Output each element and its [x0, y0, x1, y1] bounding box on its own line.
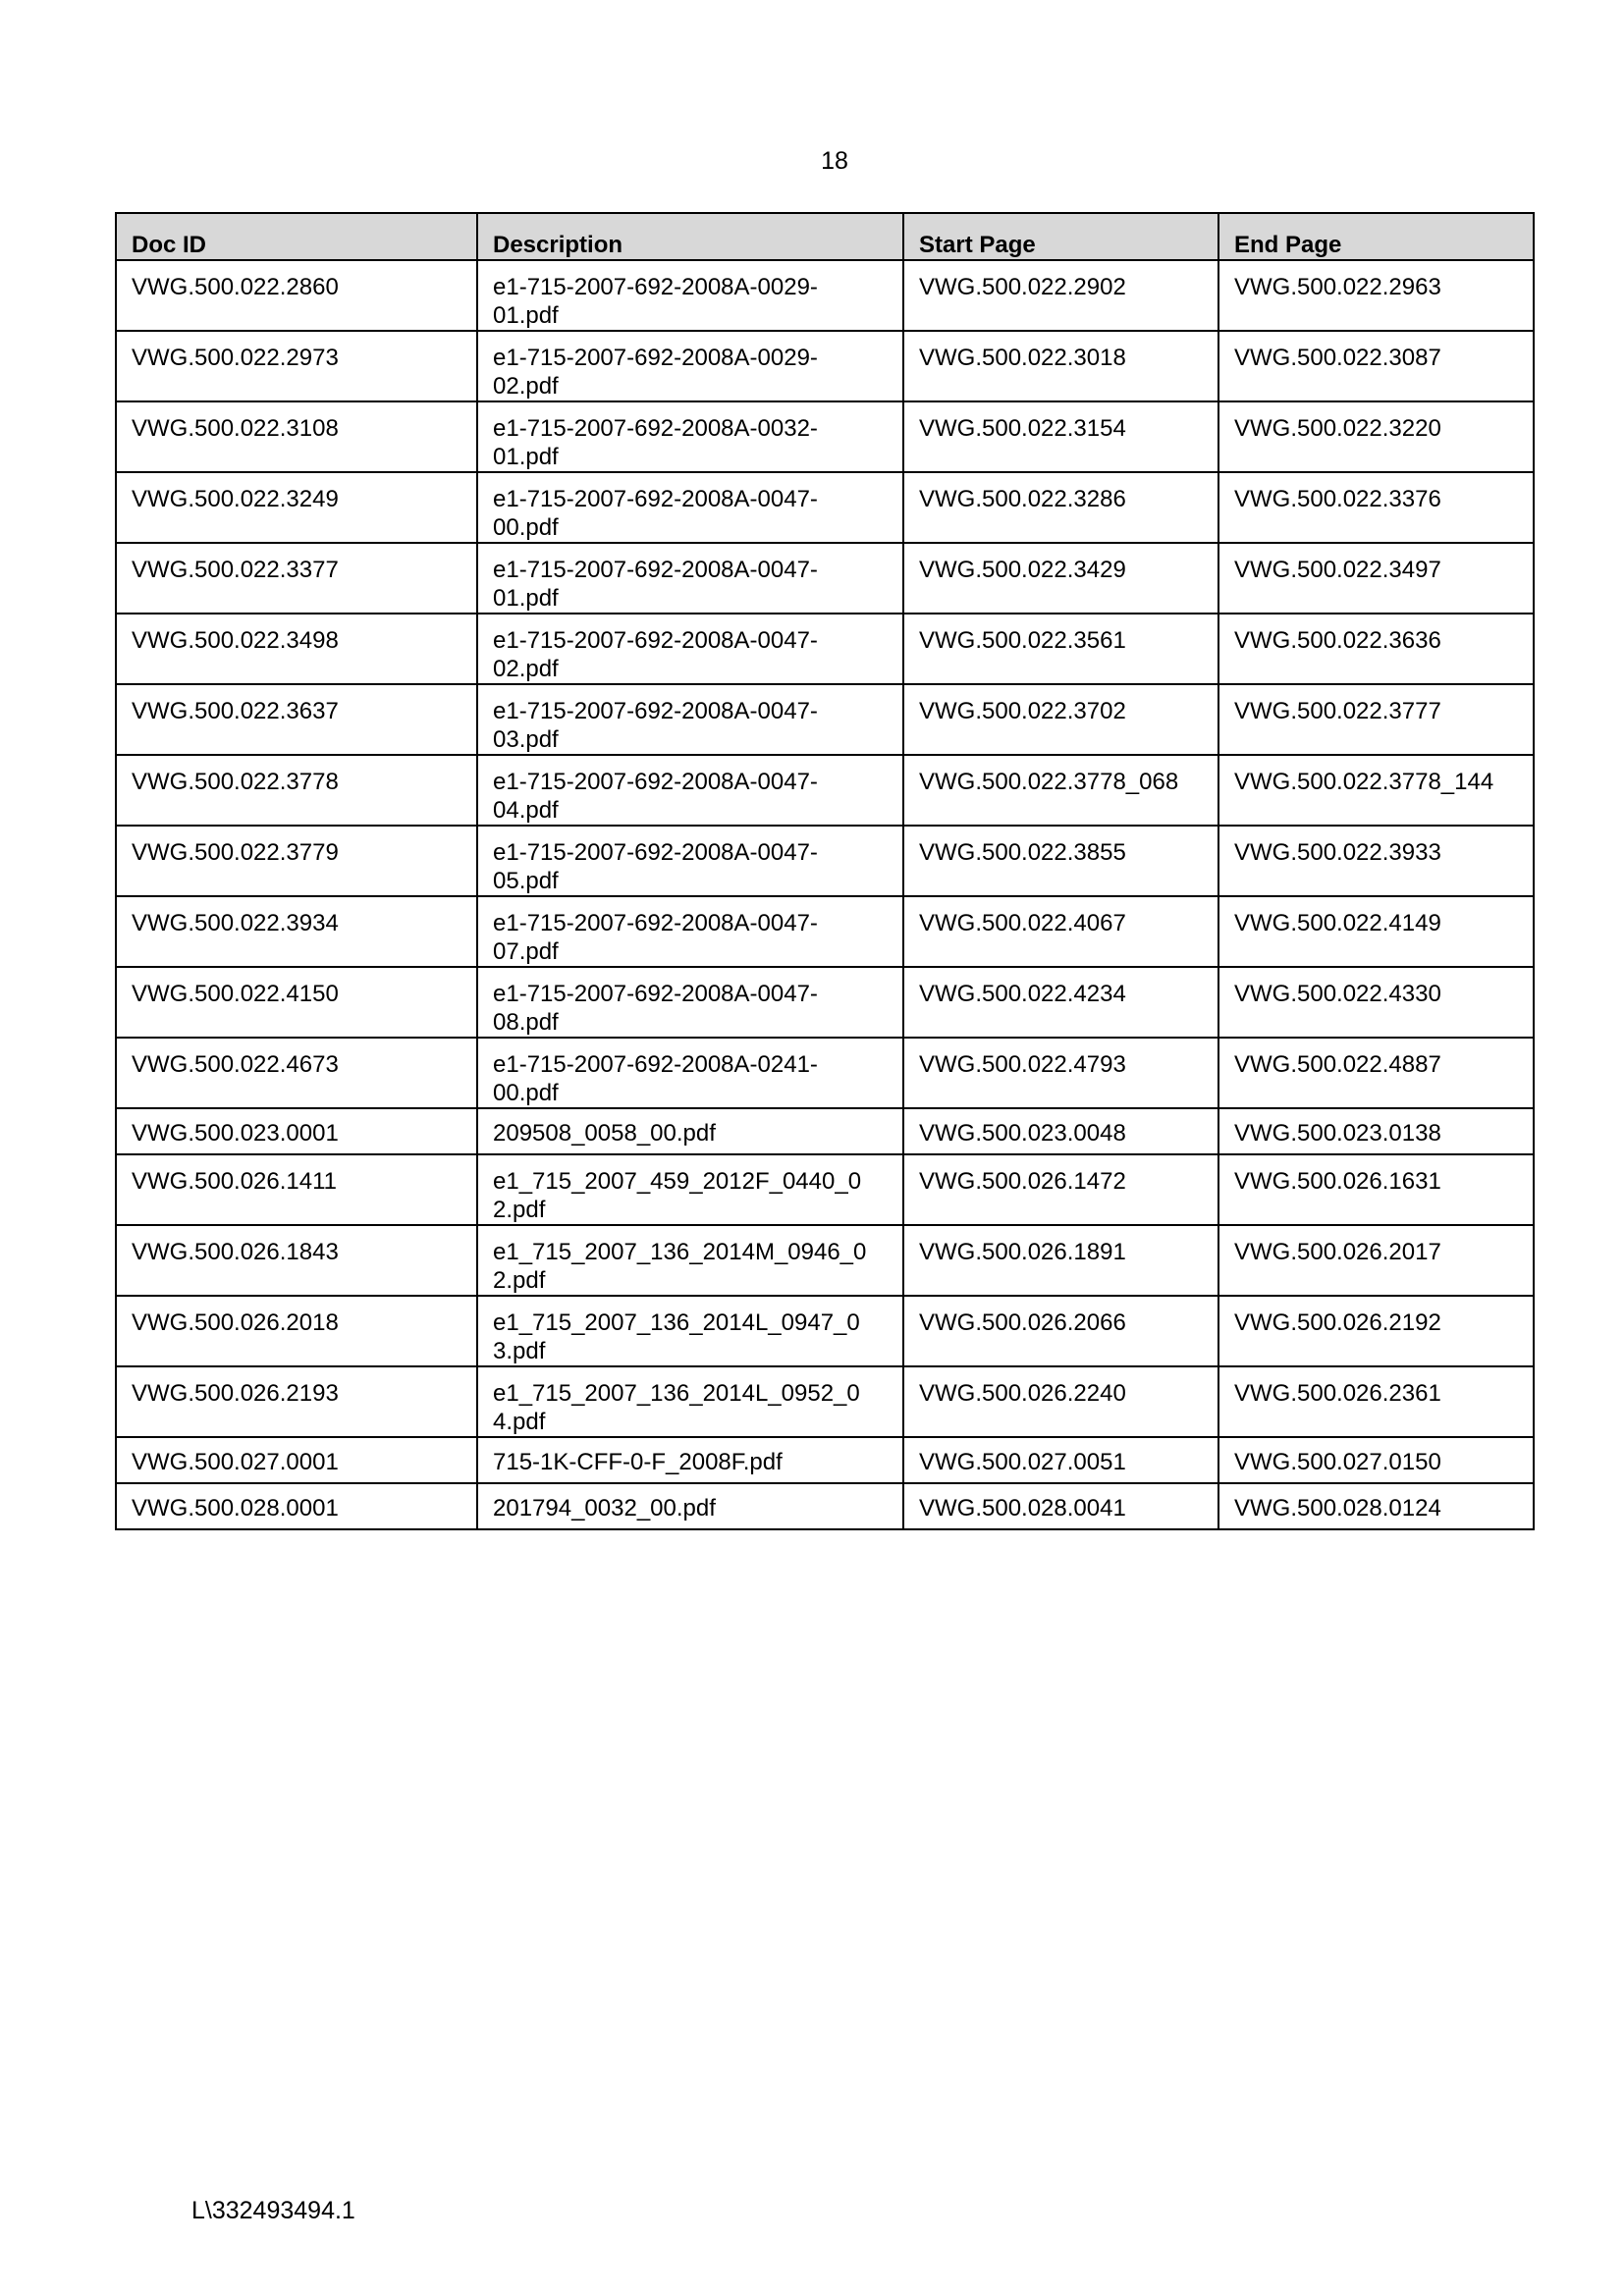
- table-row: [116, 472, 1534, 543]
- cell-start-page: VWG.500.026.1891: [903, 1225, 1218, 1296]
- header-end-page: End Page: [1218, 213, 1534, 260]
- cell-description: [477, 1154, 903, 1225]
- cell-description: [477, 1437, 903, 1483]
- cell-start-page: VWG.500.027.0051: [903, 1437, 1218, 1483]
- description-line: 08.pdf: [493, 1009, 559, 1036]
- cell-start-page: VWG.500.026.1472: [903, 1154, 1218, 1225]
- description-line: e1-715-2007-692-2008A-0241-: [493, 1051, 818, 1078]
- description-line: e1_715_2007_136_2014L_0947_0: [493, 1309, 860, 1336]
- table-row: [116, 1225, 1534, 1296]
- description-line: 4.pdf: [493, 1409, 546, 1435]
- table-body: [116, 260, 1534, 1529]
- table-row: [116, 1437, 1534, 1483]
- cell-description: [477, 1296, 903, 1366]
- document-reference: L\332493494.1: [191, 2197, 355, 2224]
- description-line: 715-1K-CFF-0-F_2008F.pdf: [493, 1449, 783, 1475]
- cell-doc-id: VWG.500.026.1411: [116, 1154, 477, 1225]
- cell-doc-id: VWG.500.026.2193: [116, 1366, 477, 1437]
- cell-end-page: VWG.500.022.3933: [1218, 826, 1534, 896]
- cell-doc-id: VWG.500.022.2973: [116, 331, 477, 401]
- description-line: 03.pdf: [493, 726, 559, 753]
- cell-description: [477, 331, 903, 401]
- cell-doc-id: VWG.500.026.1843: [116, 1225, 477, 1296]
- cell-end-page: VWG.500.022.3778_144: [1218, 755, 1534, 826]
- description-line: 05.pdf: [493, 868, 559, 894]
- cell-description: [477, 684, 903, 755]
- description-line: 209508_0058_00.pdf: [493, 1120, 716, 1147]
- cell-start-page: VWG.500.026.2240: [903, 1366, 1218, 1437]
- cell-description: [477, 260, 903, 331]
- description-line: 3.pdf: [493, 1338, 546, 1364]
- description-line: 00.pdf: [493, 1080, 559, 1106]
- page-number: 18: [821, 147, 848, 175]
- description-line: e1-715-2007-692-2008A-0029-: [493, 345, 818, 371]
- cell-start-page: VWG.500.023.0048: [903, 1108, 1218, 1154]
- table-row: [116, 896, 1534, 967]
- document-index-table: [115, 212, 1535, 1530]
- cell-doc-id: VWG.500.022.3498: [116, 614, 477, 684]
- description-line: e1-715-2007-692-2008A-0047-: [493, 698, 818, 724]
- cell-description: [477, 755, 903, 826]
- cell-start-page: VWG.500.022.2902: [903, 260, 1218, 331]
- cell-doc-id: VWG.500.022.4150: [116, 967, 477, 1038]
- table-row: [116, 1296, 1534, 1366]
- description-line: e1-715-2007-692-2008A-0047-: [493, 769, 818, 795]
- description-line: e1_715_2007_136_2014L_0952_0: [493, 1380, 860, 1407]
- description-line: e1-715-2007-692-2008A-0029-: [493, 274, 818, 300]
- cell-end-page: VWG.500.022.3636: [1218, 614, 1534, 684]
- cell-start-page: VWG.500.022.4067: [903, 896, 1218, 967]
- cell-end-page: VWG.500.026.2192: [1218, 1296, 1534, 1366]
- description-line: 00.pdf: [493, 514, 559, 541]
- cell-start-page: VWG.500.022.3561: [903, 614, 1218, 684]
- cell-end-page: VWG.500.026.2017: [1218, 1225, 1534, 1296]
- cell-doc-id: VWG.500.022.3637: [116, 684, 477, 755]
- cell-end-page: VWG.500.027.0150: [1218, 1437, 1534, 1483]
- description-line: 02.pdf: [493, 656, 559, 682]
- description-line: 04.pdf: [493, 797, 559, 824]
- table-row: [116, 1038, 1534, 1108]
- header-doc-id: Doc ID: [116, 213, 477, 260]
- cell-start-page: VWG.500.022.3286: [903, 472, 1218, 543]
- description-line: 02.pdf: [493, 373, 559, 400]
- table-row: [116, 331, 1534, 401]
- cell-doc-id: VWG.500.027.0001: [116, 1437, 477, 1483]
- table-row: [116, 1154, 1534, 1225]
- cell-description: [477, 472, 903, 543]
- description-line: 01.pdf: [493, 302, 559, 329]
- cell-description: [477, 896, 903, 967]
- cell-end-page: VWG.500.022.4330: [1218, 967, 1534, 1038]
- cell-end-page: VWG.500.022.3376: [1218, 472, 1534, 543]
- header-description: Description: [477, 213, 903, 260]
- cell-end-page: VWG.500.022.3220: [1218, 401, 1534, 472]
- cell-end-page: VWG.500.023.0138: [1218, 1108, 1534, 1154]
- cell-description: [477, 401, 903, 472]
- description-line: e1-715-2007-692-2008A-0047-: [493, 981, 818, 1007]
- table-header-row: [116, 213, 1534, 260]
- description-line: 2.pdf: [493, 1267, 546, 1294]
- description-line: e1-715-2007-692-2008A-0047-: [493, 910, 818, 936]
- cell-end-page: VWG.500.028.0124: [1218, 1483, 1534, 1529]
- cell-start-page: VWG.500.022.3855: [903, 826, 1218, 896]
- cell-doc-id: VWG.500.022.3249: [116, 472, 477, 543]
- description-line: e1-715-2007-692-2008A-0047-: [493, 839, 818, 866]
- cell-description: [477, 967, 903, 1038]
- cell-start-page: VWG.500.026.2066: [903, 1296, 1218, 1366]
- description-line: 01.pdf: [493, 585, 559, 612]
- cell-start-page: VWG.500.022.3154: [903, 401, 1218, 472]
- description-line: e1-715-2007-692-2008A-0047-: [493, 486, 818, 512]
- table-row: [116, 967, 1534, 1038]
- cell-end-page: VWG.500.022.3087: [1218, 331, 1534, 401]
- cell-doc-id: VWG.500.022.4673: [116, 1038, 477, 1108]
- table-row: [116, 543, 1534, 614]
- header-start-page: Start Page: [903, 213, 1218, 260]
- cell-end-page: VWG.500.022.3497: [1218, 543, 1534, 614]
- cell-doc-id: VWG.500.022.3108: [116, 401, 477, 472]
- cell-description: [477, 614, 903, 684]
- cell-doc-id: VWG.500.028.0001: [116, 1483, 477, 1529]
- cell-end-page: VWG.500.022.4887: [1218, 1038, 1534, 1108]
- table-row: [116, 1366, 1534, 1437]
- cell-start-page: VWG.500.022.3429: [903, 543, 1218, 614]
- cell-doc-id: VWG.500.022.3934: [116, 896, 477, 967]
- cell-doc-id: VWG.500.022.3377: [116, 543, 477, 614]
- description-line: 2.pdf: [493, 1197, 546, 1223]
- cell-start-page: VWG.500.022.4234: [903, 967, 1218, 1038]
- description-line: e1_715_2007_459_2012F_0440_0: [493, 1168, 862, 1195]
- description-line: 201794_0032_00.pdf: [493, 1495, 716, 1522]
- cell-doc-id: VWG.500.026.2018: [116, 1296, 477, 1366]
- cell-doc-id: VWG.500.023.0001: [116, 1108, 477, 1154]
- table-row: [116, 614, 1534, 684]
- cell-doc-id: VWG.500.022.3779: [116, 826, 477, 896]
- cell-description: [477, 1038, 903, 1108]
- cell-description: [477, 1225, 903, 1296]
- description-line: 07.pdf: [493, 938, 559, 965]
- cell-description: [477, 1366, 903, 1437]
- cell-description: [477, 1108, 903, 1154]
- description-line: e1_715_2007_136_2014M_0946_0: [493, 1239, 867, 1265]
- table-row: [116, 260, 1534, 331]
- cell-end-page: VWG.500.022.3777: [1218, 684, 1534, 755]
- cell-description: [477, 543, 903, 614]
- description-line: e1-715-2007-692-2008A-0047-: [493, 557, 818, 583]
- cell-end-page: VWG.500.026.1631: [1218, 1154, 1534, 1225]
- table-row: [116, 1108, 1534, 1154]
- cell-start-page: VWG.500.028.0041: [903, 1483, 1218, 1529]
- description-line: e1-715-2007-692-2008A-0032-: [493, 415, 818, 442]
- table-row: [116, 826, 1534, 896]
- cell-end-page: VWG.500.022.2963: [1218, 260, 1534, 331]
- cell-end-page: VWG.500.022.4149: [1218, 896, 1534, 967]
- cell-description: [477, 826, 903, 896]
- table-row: [116, 1483, 1534, 1529]
- cell-end-page: VWG.500.026.2361: [1218, 1366, 1534, 1437]
- description-line: 01.pdf: [493, 444, 559, 470]
- table-row: [116, 401, 1534, 472]
- cell-start-page: VWG.500.022.4793: [903, 1038, 1218, 1108]
- table-row: [116, 755, 1534, 826]
- table-row: [116, 684, 1534, 755]
- cell-start-page: VWG.500.022.3778_068: [903, 755, 1218, 826]
- description-line: e1-715-2007-692-2008A-0047-: [493, 627, 818, 654]
- cell-start-page: VWG.500.022.3018: [903, 331, 1218, 401]
- cell-doc-id: VWG.500.022.2860: [116, 260, 477, 331]
- cell-description: [477, 1483, 903, 1529]
- cell-start-page: VWG.500.022.3702: [903, 684, 1218, 755]
- cell-doc-id: VWG.500.022.3778: [116, 755, 477, 826]
